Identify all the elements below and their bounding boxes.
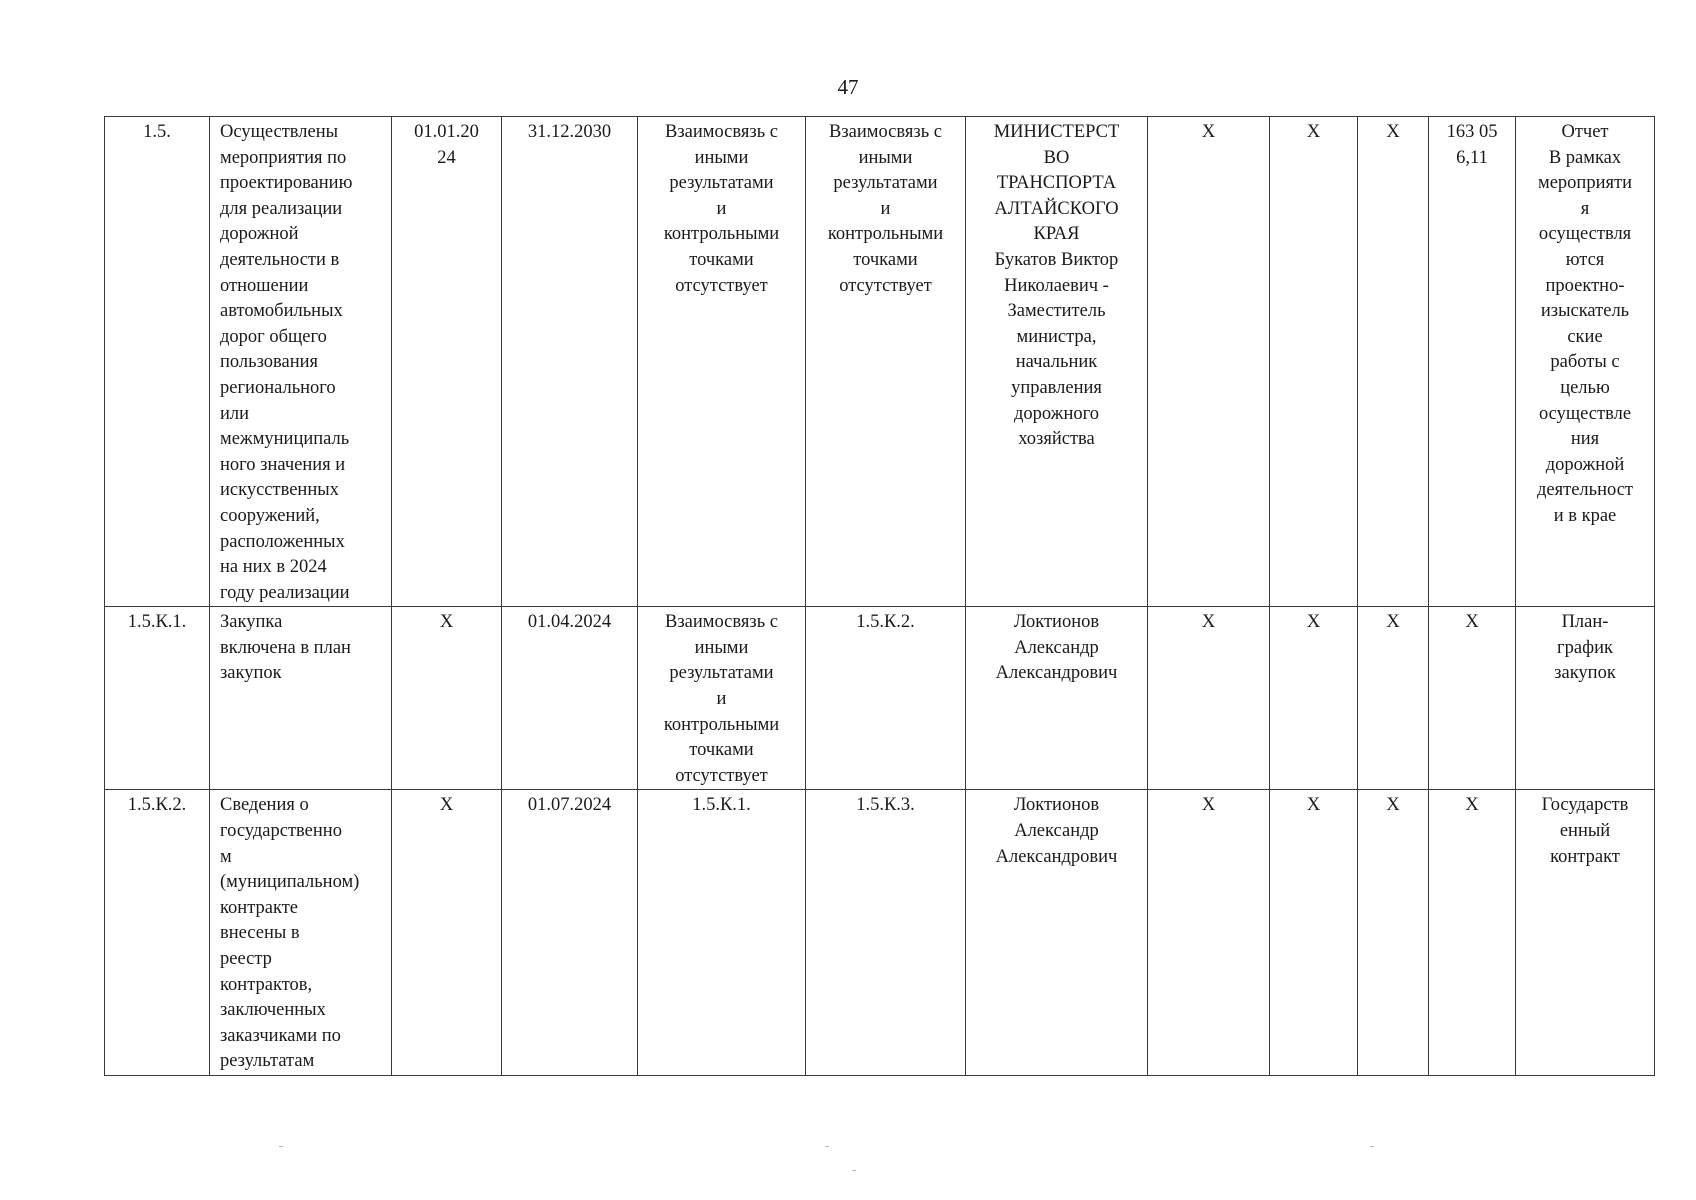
cell-col8: Х (1148, 790, 1270, 1076)
scan-speck (852, 1170, 856, 1171)
cell-start-date: 01.01.20 24 (392, 117, 502, 607)
cell-amount: Х (1429, 607, 1516, 790)
cell-end-date: 01.07.2024 (502, 790, 638, 1076)
cell-successors: 1.5.К.2. (806, 607, 966, 790)
cell-col10: Х (1358, 607, 1429, 790)
cell-end-date: 01.04.2024 (502, 607, 638, 790)
scan-speck (825, 1146, 829, 1147)
cell-document: Государств енный контракт (1516, 790, 1655, 1076)
cell-col9: Х (1270, 790, 1358, 1076)
cell-col8: Х (1148, 607, 1270, 790)
scan-speck (1370, 1146, 1374, 1147)
cell-col10: Х (1358, 790, 1429, 1076)
cell-successors: Взаимосвязь с иными результатами и контрольными точками отсутствует (806, 117, 966, 607)
cell-name: Закупка включена в план закупок (210, 607, 392, 790)
cell-start-date: Х (392, 790, 502, 1076)
cell-col8: Х (1148, 117, 1270, 607)
cell-name: Сведения о государственно м (муниципальном) контракте внесены в реестр контрактов, заключенных заказчиками по результатам (210, 790, 392, 1076)
cell-end-date: 31.12.2030 (502, 117, 638, 607)
scan-speck (279, 1146, 283, 1147)
cell-amount: Х (1429, 790, 1516, 1076)
cell-code: 1.5.К.2. (105, 790, 210, 1076)
cell-predecessors: 1.5.К.1. (638, 790, 806, 1076)
cell-document: План- график закупок (1516, 607, 1655, 790)
plan-table (104, 116, 1655, 1076)
cell-successors: 1.5.К.3. (806, 790, 966, 1076)
table-row (105, 607, 1655, 790)
cell-start-date: Х (392, 607, 502, 790)
cell-col10: Х (1358, 117, 1429, 607)
cell-predecessors: Взаимосвязь с иными результатами и контрольными точками отсутствует (638, 117, 806, 607)
cell-predecessors: Взаимосвязь с иными результатами и контрольными точками отсутствует (638, 607, 806, 790)
cell-name: Осуществлены мероприятия по проектированию для реализации дорожной деятельности в отношении автомобильных дорог общего пользования регионального или межмуниципаль ного значения и искусственных сооружений, расположенных на них в 2024 году реализации (210, 117, 392, 607)
cell-code: 1.5. (105, 117, 210, 607)
cell-amount: 163 05 6,11 (1429, 117, 1516, 607)
cell-col9: Х (1270, 117, 1358, 607)
cell-responsible: Локтионов Александр Александрович (966, 607, 1148, 790)
cell-document: Отчет В рамках мероприяти я осуществля ются проектно- изыскатель ские работы с целью осуществле ния дорожной деятельност и в крае (1516, 117, 1655, 607)
table-row (105, 117, 1655, 607)
cell-responsible: Локтионов Александр Александрович (966, 790, 1148, 1076)
cell-code: 1.5.К.1. (105, 607, 210, 790)
page-number: 47 (837, 75, 859, 99)
cell-col9: Х (1270, 607, 1358, 790)
table-row (105, 790, 1655, 1076)
cell-responsible: МИНИСТЕРСТ ВО ТРАНСПОРТА АЛТАЙСКОГО КРАЯ Букатов Виктор Николаевич - Заместитель министра, начальник управления дорожного хозяйства (966, 117, 1148, 607)
